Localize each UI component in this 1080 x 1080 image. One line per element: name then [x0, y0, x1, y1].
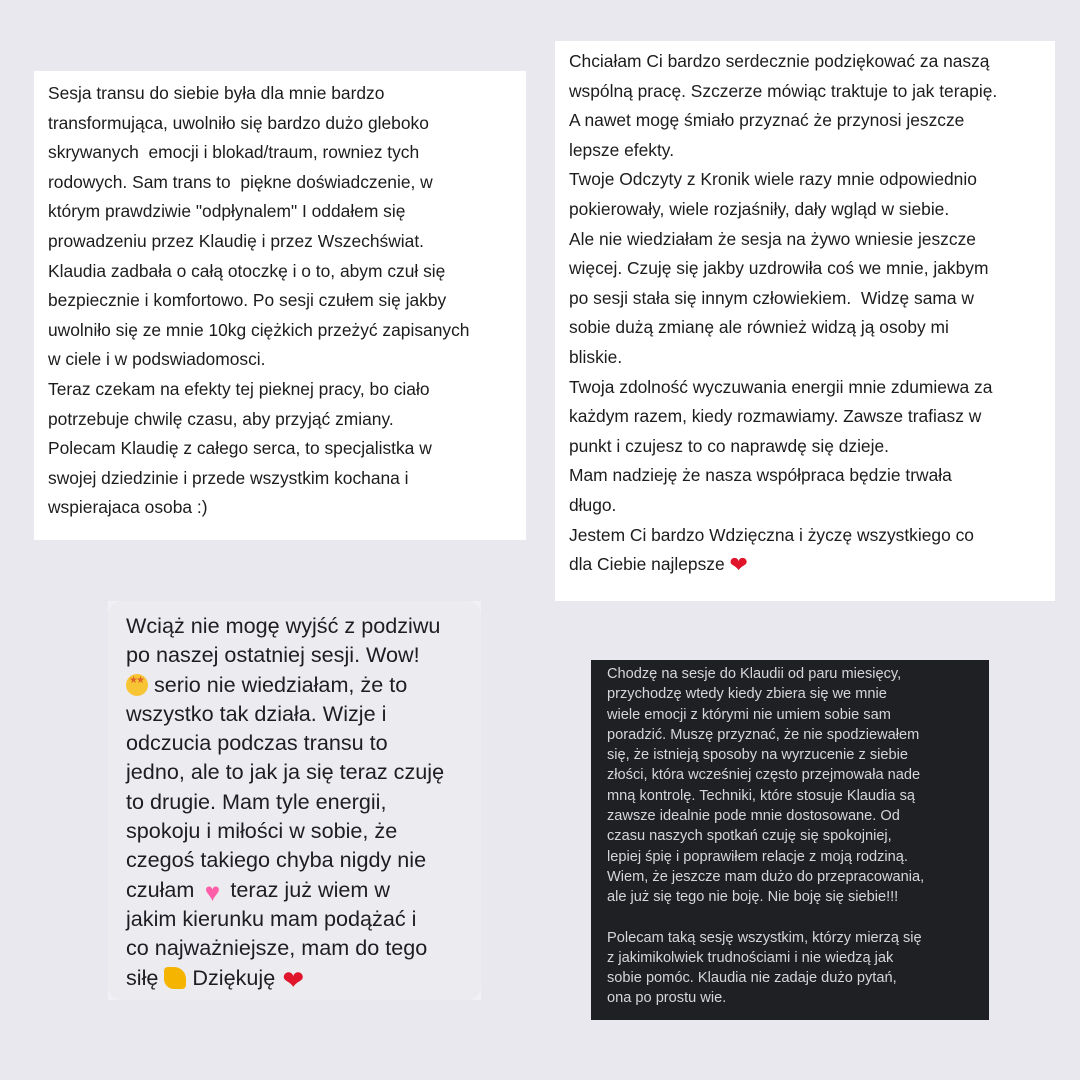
chat-bubble [108, 601, 481, 1000]
testimonial-card-dark [591, 660, 989, 1020]
text-segment: Dziękuję [186, 964, 282, 990]
testimonial-paragraph-1: Chodzę na sesje do Klaudii od paru miesięcy, przychodzę wtedy kiedy zbiera się we mnie wiele emocji z którymi nie umiem sobie sam poradzić. Muszę przyznać, że nie spodziewałem się, że istnieją sposoby na wyrzucenie z siebie złości, która wcześniej często przejmowała nade mną kontrolę. Techniki, które stosuje Klaudia są zawsze idealnie pode mnie dostosowane. Od czasu naszych spotkań czuję się spokojniej, lepiej śpię i poprawiłem relacje z moją rodziną. Wiem, że jeszcze mam dużo do przepracowania, ale już się tego nie boję. Nie boję się siebie!!! [607, 666, 925, 906]
star-struck-emoji-icon [126, 674, 148, 696]
testimonial-card-2 [555, 41, 1055, 601]
testimonial-text [126, 611, 471, 995]
testimonial-paragraph-2: Polecam taką sesję wszystkim, którzy mierzą się z jakimikolwiek trudnościami i nie wiedzą jak sobie pomóc. Klaudia nie zadaje dużo pytań, ona po prostu wie. [607, 929, 922, 1007]
flexed-biceps-emoji-icon [164, 967, 186, 989]
testimonial-card-1 [34, 71, 526, 540]
red-heart-emoji-icon: ❤ [282, 964, 305, 995]
text-segment: Wciąż nie mogę wyjść z podziwu po naszej ostatniej sesji. Wow! [126, 613, 441, 668]
text-segment: teraz już wiem w jakim kierunku mam podążać i co najważniejsze, mam do tego siłę [126, 876, 428, 990]
testimonial-text-body: Chciałam Ci bardzo serdecznie podziękować za naszą wspólną pracę. Szczerze mówiąc traktuje to jak terapię. A nawet mogę śmiało przyznać że przynosi jeszcze lepsze efekty. Twoje Odczyty z Kronik wiele razy mnie odpowiednio pokierowały, wiele rozjaśniły, dały wgląd w siebie. Ale nie wiedziałam że sesja na żywo wniesie jeszcze więcej. Czuję się jakby uzdrowiła coś we mnie, jakbym po sesji stała się innym człowiekiem. Widzę sama w sobie dużą zmianę ale również widzą ją osoby mi bliskie. Twoja zdolność wyczuwania energii mnie zdumiewa za każdym razem, kiedy rozmawiamy. Zawsze trafiasz w punkt i czujesz to co naprawdę się dzieje. Mam nadzieję że nasza współpraca będzie trwała długo. Jestem Ci bardzo Wdzięczna i życzę wszystkiego co dla Ciebie najlepsze [569, 51, 998, 575]
testimonial-text [569, 47, 1041, 580]
testimonial-chat-bubble [108, 601, 481, 1000]
pink-heart-emoji-icon: ♥ [204, 876, 221, 907]
testimonial-text: Sesja transu do siebie była dla mnie bardzo transformująca, uwolniło się bardzo dużo gleboko skrywanych emocji i blokad/traum, rowniez tych rodowych. Sam trans to piękne doświadczenie, w którym prawdziwie "odpłynalem" I oddałem się prowadzeniu przez Klaudię i przez Wszechświat. Klaudia zadbała o całą otoczkę i o to, abym czuł się bezpiecznie i komfortowo. Po sesji czułem się jakby uwolniło się ze mnie 10kg ciężkich przeżyć zapisanych w ciele i w podswiadomosci. Teraz czekam na efekty tej pieknej pracy, bo ciało potrzebuje chwilę czasu, aby przyjąć zmiany. Polecam Klaudię z całego serca, to specjalistka w swojej dziedzinie i przede wszystkim kochana i wspierajaca osoba :) [48, 83, 470, 518]
red-heart-icon: ❤ [729, 552, 748, 578]
text-segment: serio nie wiedziałam, że to wszystko tak działa. Wizje i odczucia podczas transu to jedno, ale to jak ja się teraz czuję to drugie. Mam tyle energii, spokoju i miłości w sobie, że czegoś takiego chyba nigdy nie czułam [126, 671, 445, 902]
